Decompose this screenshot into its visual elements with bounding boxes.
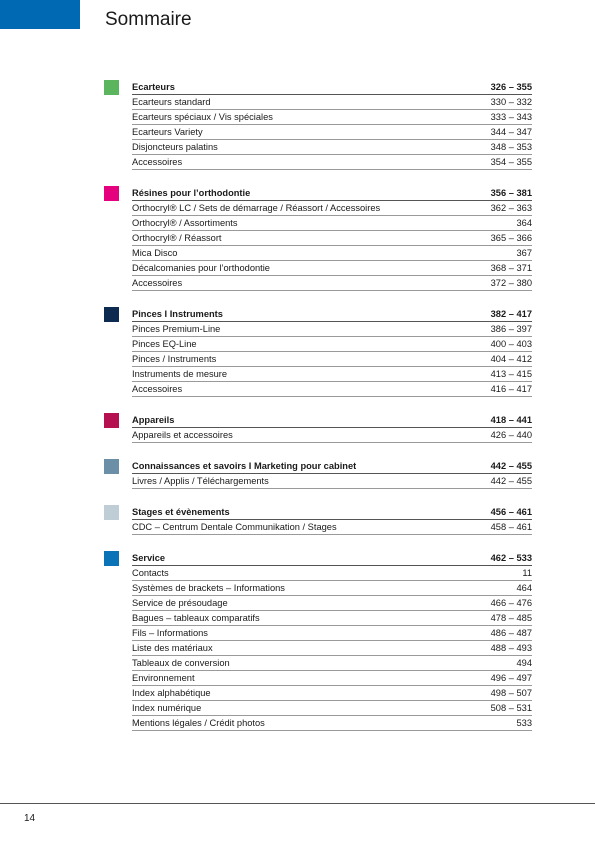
- entry-pages: 508 – 531: [490, 703, 532, 713]
- toc-entry-row[interactable]: [132, 701, 532, 716]
- section-heading-row[interactable]: [132, 80, 532, 95]
- toc-entry-row[interactable]: [132, 671, 532, 686]
- entry-pages: 464: [516, 583, 532, 593]
- entry-label: Orthocryl® / Réassort: [132, 233, 222, 243]
- entry-pages: 426 – 440: [490, 430, 532, 440]
- entry-label: Accessoires: [132, 157, 183, 167]
- entry-label: Fils – Informations: [132, 628, 208, 638]
- entry-label: Mica Disco: [132, 248, 178, 258]
- toc-section: [104, 186, 532, 291]
- section-heading-row[interactable]: [132, 413, 532, 428]
- toc-entry-row[interactable]: [132, 155, 532, 170]
- toc-entry-row[interactable]: [132, 276, 532, 291]
- entry-label: Livres / Applis / Téléchargements: [132, 476, 269, 486]
- toc-entry-row[interactable]: [132, 201, 532, 216]
- entry-label: Ecarteurs Variety: [132, 127, 203, 137]
- entry-label: Orthocryl® LC / Sets de démarrage / Réassort / Accessoires: [132, 203, 381, 213]
- table-of-contents: [104, 80, 532, 747]
- section-pages: 382 – 417: [490, 309, 532, 319]
- entry-pages: 386 – 397: [490, 324, 532, 334]
- section-color-swatch: [104, 459, 119, 474]
- section-title: Service: [132, 553, 166, 563]
- toc-entry-row[interactable]: [132, 337, 532, 352]
- entry-label: Décalcomanies pour l’orthodontie: [132, 263, 270, 273]
- toc-entry-row[interactable]: [132, 686, 532, 701]
- section-title: Ecarteurs: [132, 82, 175, 92]
- entry-pages: 348 – 353: [490, 142, 532, 152]
- toc-entry-row[interactable]: [132, 246, 532, 261]
- section-pages: 418 – 441: [490, 415, 532, 425]
- entry-pages: 344 – 347: [490, 127, 532, 137]
- section-heading-row[interactable]: [132, 459, 532, 474]
- section-title: Appareils: [132, 415, 175, 425]
- toc-entry-row[interactable]: [132, 626, 532, 641]
- toc-entry-row[interactable]: [132, 611, 532, 626]
- toc-section: [104, 413, 532, 443]
- entry-label: Pinces Premium-Line: [132, 324, 221, 334]
- toc-entry-row[interactable]: [132, 641, 532, 656]
- toc-section: [104, 80, 532, 170]
- entry-pages: 413 – 415: [490, 369, 532, 379]
- entry-pages: 367: [516, 248, 532, 258]
- toc-entry-row[interactable]: [132, 125, 532, 140]
- entry-label: Liste des matériaux: [132, 643, 213, 653]
- toc-entry-row[interactable]: [132, 581, 532, 596]
- section-color-swatch: [104, 80, 119, 95]
- entry-pages: 330 – 332: [490, 97, 532, 107]
- entry-pages: 364: [516, 218, 532, 228]
- entry-label: Service de présoudage: [132, 598, 228, 608]
- entry-label: Environnement: [132, 673, 195, 683]
- entry-label: Contacts: [132, 568, 169, 578]
- entry-label: Appareils et accessoires: [132, 430, 233, 440]
- entry-pages: 333 – 343: [490, 112, 532, 122]
- section-color-swatch: [104, 413, 119, 428]
- entry-pages: 496 – 497: [490, 673, 532, 683]
- entry-label: Ecarteurs standard: [132, 97, 211, 107]
- toc-section: [104, 459, 532, 489]
- section-heading-row[interactable]: [132, 551, 532, 566]
- entry-pages: 11: [522, 568, 532, 578]
- entry-label: CDC – Centrum Dentale Communikation / Stages: [132, 522, 337, 532]
- entry-pages: 368 – 371: [490, 263, 532, 273]
- section-pages: 456 – 461: [490, 507, 532, 517]
- toc-entry-row[interactable]: [132, 110, 532, 125]
- entry-label: Accessoires: [132, 384, 183, 394]
- section-heading-row[interactable]: [132, 186, 532, 201]
- entry-label: Instruments de mesure: [132, 369, 228, 379]
- toc-section: [104, 307, 532, 397]
- bottom-rule: [0, 803, 595, 804]
- entry-pages: 372 – 380: [490, 278, 532, 288]
- toc-entry-row[interactable]: [132, 596, 532, 611]
- entry-label: Tableaux de conversion: [132, 658, 230, 668]
- section-pages: 356 – 381: [490, 188, 532, 198]
- entry-label: Index alphabétique: [132, 688, 211, 698]
- entry-pages: 365 – 366: [490, 233, 532, 243]
- toc-entry-row[interactable]: [132, 520, 532, 535]
- entry-pages: 494: [516, 658, 532, 668]
- toc-entry-row[interactable]: [132, 216, 532, 231]
- corner-tab: [0, 0, 80, 29]
- entry-pages: 354 – 355: [490, 157, 532, 167]
- toc-entry-row[interactable]: [132, 231, 532, 246]
- entry-pages: 488 – 493: [490, 643, 532, 653]
- entry-label: Index numérique: [132, 703, 202, 713]
- section-title: Stages et évènements: [132, 507, 230, 517]
- section-title: Pinces I Instruments: [132, 309, 223, 319]
- section-title: Connaissances et savoirs I Marketing pour cabinet: [132, 461, 357, 471]
- toc-section: [104, 551, 532, 731]
- toc-entry-row[interactable]: [132, 428, 532, 443]
- toc-entry-row[interactable]: [132, 474, 532, 489]
- section-pages: 326 – 355: [490, 82, 532, 92]
- entry-label: Mentions légales / Crédit photos: [132, 718, 265, 728]
- toc-entry-row[interactable]: [132, 95, 532, 110]
- toc-entry-row[interactable]: [132, 140, 532, 155]
- entry-label: Orthocryl® / Assortiments: [132, 218, 238, 228]
- entry-pages: 416 – 417: [490, 384, 532, 394]
- section-color-swatch: [104, 307, 119, 322]
- entry-label: Systèmes de brackets – Informations: [132, 583, 285, 593]
- entry-pages: 478 – 485: [490, 613, 532, 623]
- toc-entry-row[interactable]: [132, 656, 532, 671]
- toc-entry-row[interactable]: [132, 382, 532, 397]
- toc-entry-row[interactable]: [132, 367, 532, 382]
- toc-entry-row[interactable]: [132, 322, 532, 337]
- entry-pages: 400 – 403: [490, 339, 532, 349]
- section-title: Résines pour l’orthodontie: [132, 188, 251, 198]
- toc-entry-row[interactable]: [132, 716, 532, 731]
- entry-label: Ecarteurs spéciaux / Vis spéciales: [132, 112, 273, 122]
- entry-pages: 458 – 461: [490, 522, 532, 532]
- entry-pages: 404 – 412: [490, 354, 532, 364]
- section-color-swatch: [104, 505, 119, 520]
- toc-entry-row[interactable]: [132, 352, 532, 367]
- section-pages: 442 – 455: [490, 461, 532, 471]
- entry-label: Bagues – tableaux comparatifs: [132, 613, 260, 623]
- entry-pages: 362 – 363: [490, 203, 532, 213]
- page-number: 14: [24, 813, 36, 824]
- section-color-swatch: [104, 186, 119, 201]
- toc-entry-row[interactable]: [132, 566, 532, 581]
- page-title: Sommaire: [105, 9, 192, 30]
- entry-pages: 533: [516, 718, 532, 728]
- entry-label: Disjoncteurs palatins: [132, 142, 218, 152]
- entry-label: Pinces / Instruments: [132, 354, 217, 364]
- entry-pages: 498 – 507: [490, 688, 532, 698]
- section-color-swatch: [104, 551, 119, 566]
- entry-pages: 442 – 455: [490, 476, 532, 486]
- entry-label: Pinces EQ-Line: [132, 339, 197, 349]
- entry-pages: 466 – 476: [490, 598, 532, 608]
- toc-entry-row[interactable]: [132, 261, 532, 276]
- section-pages: 462 – 533: [490, 553, 532, 563]
- section-heading-row[interactable]: [132, 505, 532, 520]
- entry-pages: 486 – 487: [490, 628, 532, 638]
- toc-section: [104, 505, 532, 535]
- section-heading-row[interactable]: [132, 307, 532, 322]
- entry-label: Accessoires: [132, 278, 183, 288]
